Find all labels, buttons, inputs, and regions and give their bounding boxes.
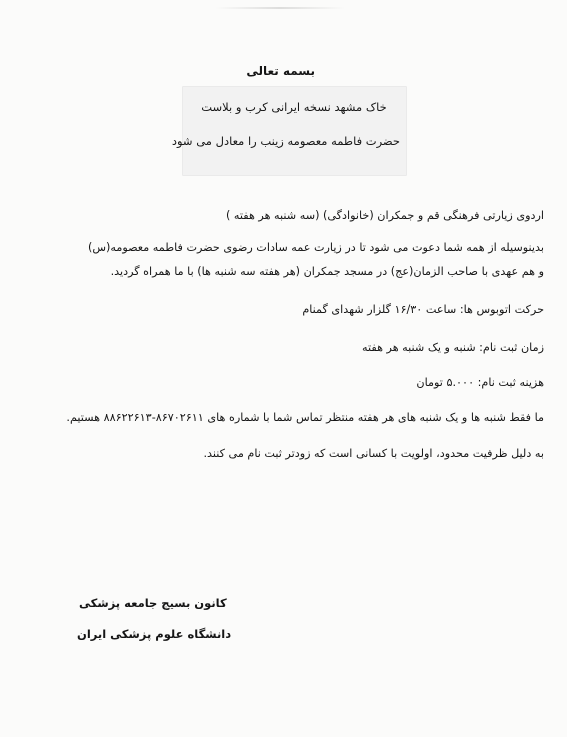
capacity-priority-note: به دلیل ظرفیت محدود، اولویت با کسانی است که زودتر ثبت نام می کنند. [203, 447, 544, 460]
contact-numbers-info: ما فقط شنبه ها و یک شنبه های هر هفته منتظر تماس شما با شماره های ۸۶۷۰۲۶۱۱-۸۸۶۲۲۶۱۳ هستیم. [66, 411, 544, 424]
invitation-line-2: و هم عهدی با صاحب الزمان(عج) در مسجد جمکران (هر هفته سه شنبه ها) با ما همراه گردید. [110, 265, 544, 278]
invitation-line-1: بدینوسیله از همه شما دعوت می شود تا در زیارت عمه سادات رضوی حضرت فاطمه معصومه(س) [87, 241, 544, 254]
verse-line-2: حضرت فاطمه معصومه زینب را معادل می شود [171, 134, 400, 148]
verse-line-1: خاک مشهد نسخه ایرانی کرب و بلاست [201, 100, 387, 114]
document-heading: بسمه تعالی [246, 64, 315, 78]
signature-line-2: دانشگاه علوم پزشکی ایران [77, 627, 232, 641]
bus-departure-info: حرکت اتوبوس ها: ساعت ۱۶/۳۰ گلزار شهدای گمنام [302, 303, 544, 316]
registration-fee-info: هزینه ثبت نام: ۵.۰۰۰ تومان [416, 376, 544, 389]
signature-line-1: کانون بسیج جامعه پزشکی [79, 596, 227, 610]
registration-time-info: زمان ثبت نام: شنبه و یک شنبه هر هفته [362, 341, 544, 354]
scan-smudge [215, 7, 345, 9]
trip-title: اردوی زیارتی فرهنگی قم و جمکران (خانوادگی) (سه شنبه هر هفته ) [225, 209, 544, 222]
